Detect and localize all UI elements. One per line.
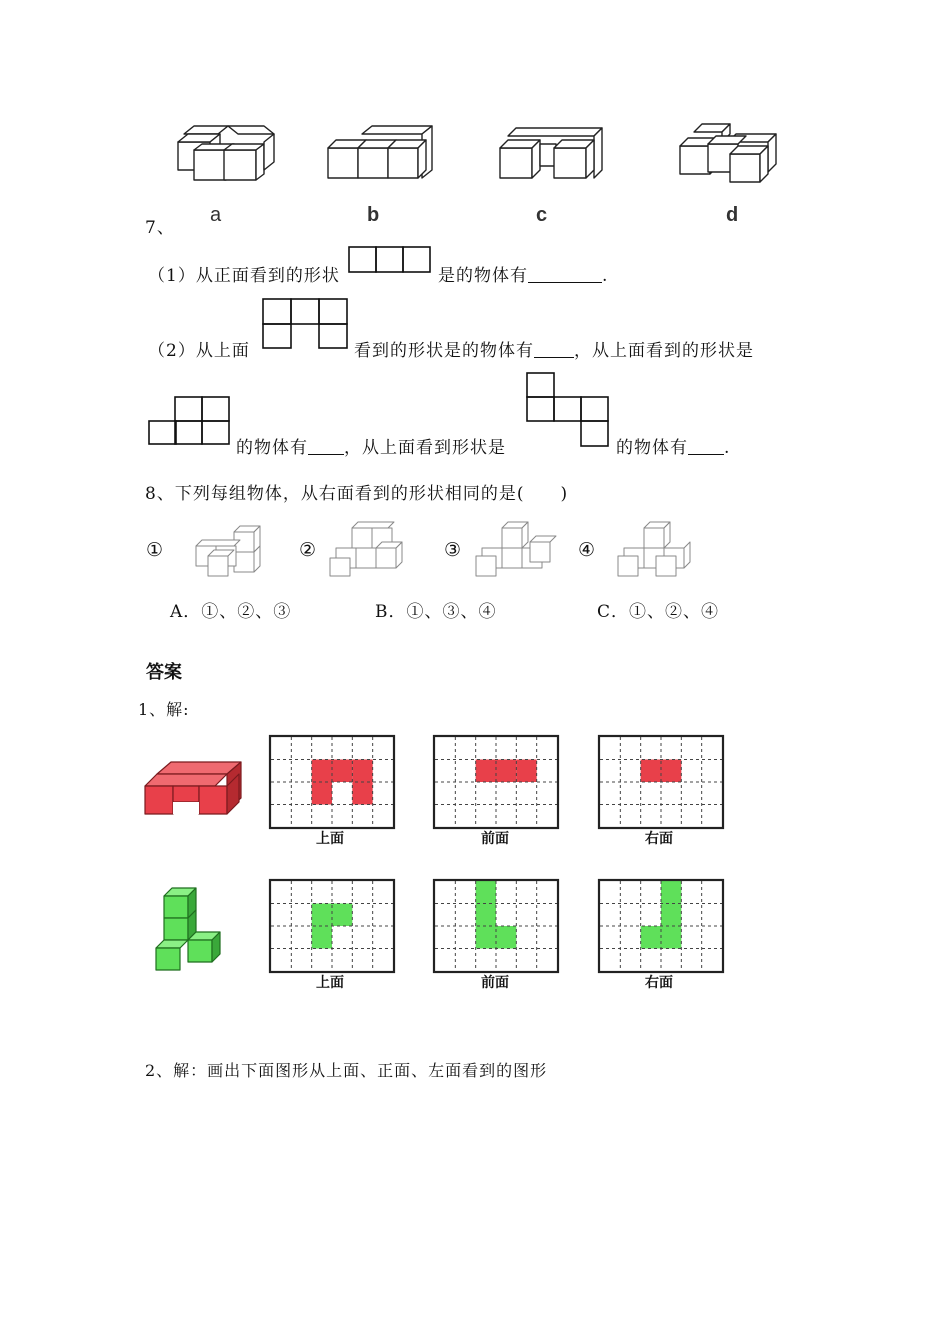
top-view-shape-3 xyxy=(526,372,610,448)
answer-blank[interactable] xyxy=(308,438,344,455)
q8-option-a[interactable]: A．①、②、③ xyxy=(170,602,292,622)
q8-marker-4: ④ xyxy=(578,539,597,561)
filled-cell xyxy=(352,782,372,805)
q7-part2-mid xyxy=(354,336,754,361)
answer-blank[interactable] xyxy=(688,438,724,455)
answer-2-label: 2、解：画出下面图形从上面、正面、左面看到的图形 xyxy=(145,1061,548,1080)
q7-part1-suffix xyxy=(438,261,608,286)
q7-part1-prefix: （1）从正面看到的形状 xyxy=(148,266,340,286)
answers-heading: 答案 xyxy=(146,662,182,683)
filled-cell xyxy=(476,904,496,927)
q8-marker-3: ③ xyxy=(444,539,463,561)
q7-part1-suffix-text: 是的物体有 xyxy=(438,266,528,286)
front-view-grid-red xyxy=(433,735,559,829)
filled-cell xyxy=(661,904,681,927)
filled-cell xyxy=(641,760,661,783)
filled-cell xyxy=(312,926,332,949)
top-view-grid-red xyxy=(269,735,395,829)
figure-label-d: d xyxy=(726,204,739,226)
q8-figure-1 xyxy=(192,522,264,578)
filled-cell xyxy=(661,881,681,904)
filled-cell xyxy=(516,760,536,783)
figure-label-b: b xyxy=(367,204,380,226)
top-view-shape-1 xyxy=(262,298,348,350)
view-label-top-2: 上面 xyxy=(316,975,344,991)
q7-part2-line2a: 的物体有 xyxy=(236,438,308,458)
filled-cell xyxy=(312,904,332,927)
view-label-right-2: 右面 xyxy=(645,975,673,991)
q7-part2-mid-text: 看到的形状是的物体有 xyxy=(354,341,534,361)
q8-title: 8、下列每组物体，从右面看到的形状相同的是( ) xyxy=(145,484,569,504)
filled-cell xyxy=(661,760,681,783)
filled-cell xyxy=(332,904,352,927)
q8-figure-2 xyxy=(330,520,408,578)
q7-part2-line2 xyxy=(236,433,506,458)
q8-figure-3 xyxy=(474,522,556,578)
filled-cell xyxy=(352,760,372,783)
view-label-right-1: 右面 xyxy=(645,831,673,847)
filled-cell xyxy=(476,881,496,904)
figure-a xyxy=(170,124,280,186)
figure-c xyxy=(494,124,609,186)
filled-cell xyxy=(312,760,332,783)
answer-blank[interactable] xyxy=(528,266,602,283)
answer-1-label: 1、解: xyxy=(138,700,190,719)
front-view-shape xyxy=(348,246,432,274)
filled-cell xyxy=(641,926,661,949)
right-view-grid-green xyxy=(598,879,724,973)
q7-part2-prefix: （2）从上面 xyxy=(148,341,250,361)
answer-blank[interactable] xyxy=(534,341,574,358)
green-solid-figure xyxy=(152,888,228,974)
front-view-grid-green xyxy=(433,879,559,973)
red-solid-figure xyxy=(143,762,243,818)
top-view-grid-green xyxy=(269,879,395,973)
q8-marker-2: ② xyxy=(299,539,318,561)
filled-cell xyxy=(312,782,332,805)
q8-option-b[interactable]: B．①、③、④ xyxy=(375,602,497,622)
figure-label-c: c xyxy=(536,204,548,226)
q7-part2-line2b: ，从上面看到形状是 xyxy=(344,438,506,458)
view-label-front-1: 前面 xyxy=(481,831,509,847)
right-view-grid-red xyxy=(598,735,724,829)
q7-part2-mid2-text: ，从上面看到的形状是 xyxy=(574,341,754,361)
top-view-shape-2 xyxy=(148,396,232,446)
q7-part2-end: . xyxy=(724,438,731,458)
q7-part1-end: . xyxy=(602,266,609,286)
filled-cell xyxy=(476,760,496,783)
filled-cell xyxy=(496,926,516,949)
view-label-top-1: 上面 xyxy=(316,831,344,847)
q7-part2-line2-end xyxy=(616,433,730,458)
figure-d xyxy=(672,122,782,186)
filled-cell xyxy=(661,926,681,949)
q7-number: 7、 xyxy=(145,218,175,238)
q8-marker-1: ① xyxy=(146,539,165,561)
filled-cell xyxy=(476,926,496,949)
filled-cell xyxy=(332,760,352,783)
q7-part2-line2c: 的物体有 xyxy=(616,438,688,458)
figure-label-a: a xyxy=(210,204,222,226)
q8-option-c[interactable]: C．①、②、④ xyxy=(597,602,720,622)
q8-figure-4 xyxy=(616,522,694,578)
figure-b xyxy=(322,124,437,186)
filled-cell xyxy=(496,760,516,783)
view-label-front-2: 前面 xyxy=(481,975,509,991)
